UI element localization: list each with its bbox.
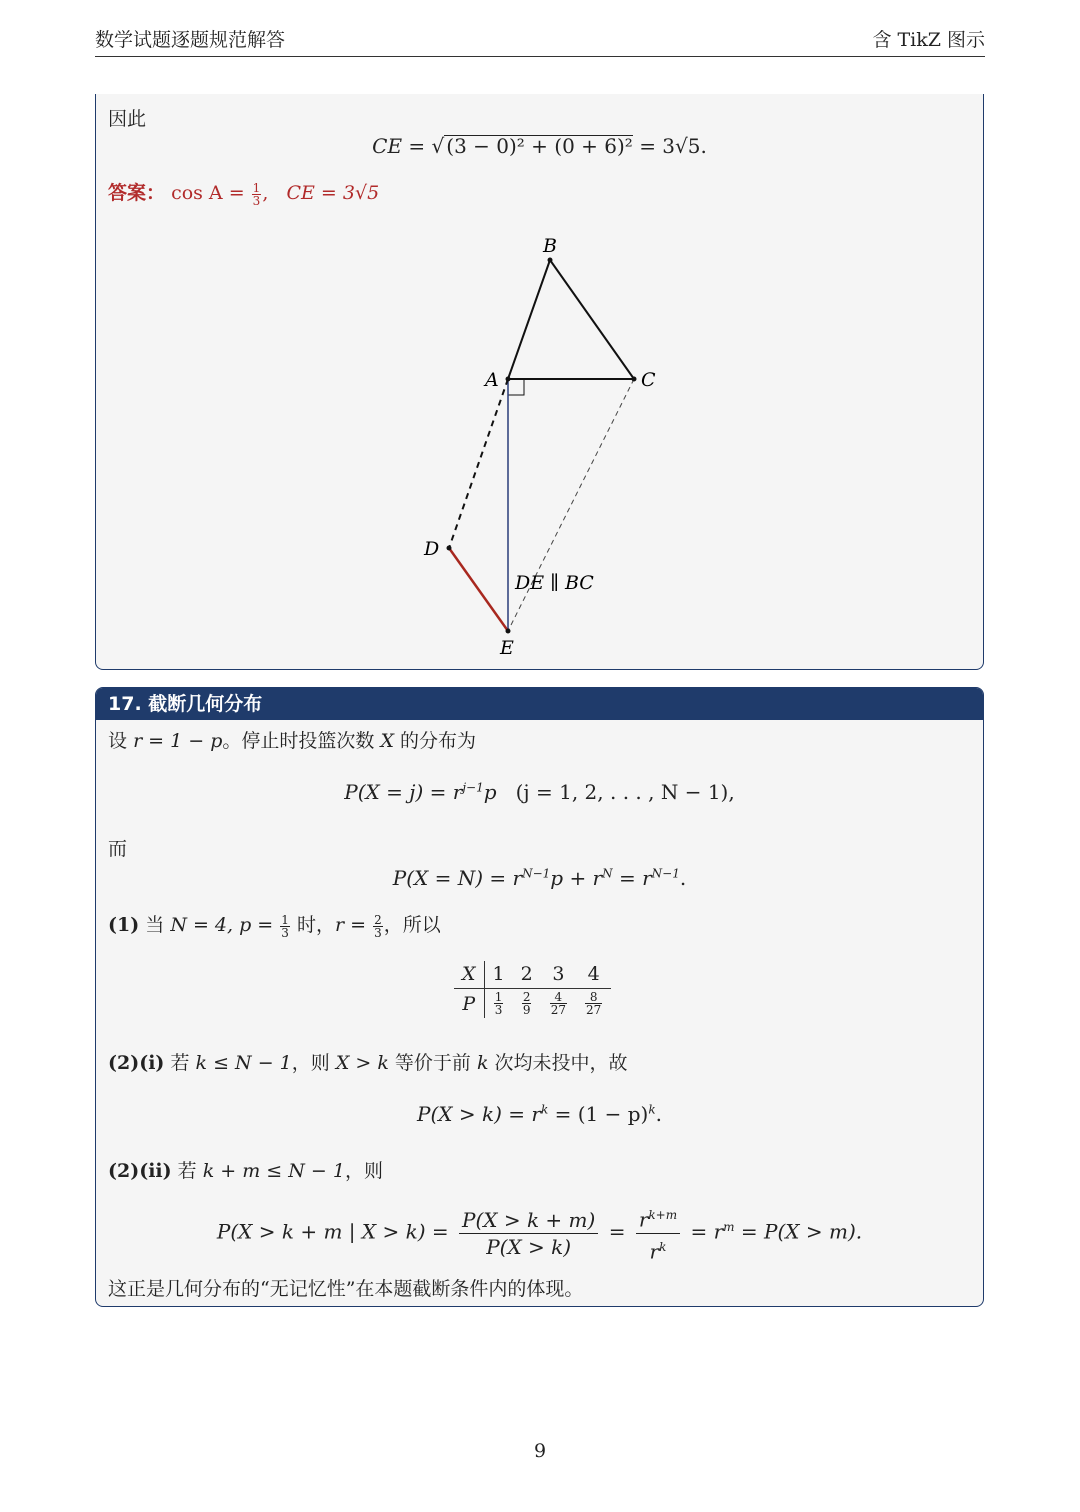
part-2i-line: (2)(i) 若 k ≤ N − 1，则 X > k 等价于前 k 次均未投中，故 bbox=[108, 1052, 628, 1074]
segment-de bbox=[449, 548, 508, 631]
table-row-p bbox=[454, 989, 611, 1019]
table-header-p: P bbox=[454, 989, 484, 1019]
header-left: 数学试题逐题规范解答 bbox=[95, 29, 286, 51]
label-c: C bbox=[641, 369, 656, 391]
problem-17-title: 17. 截断几何分布 bbox=[96, 688, 983, 720]
table-cell: 3 bbox=[541, 961, 576, 989]
answer-line: 答案： cos A = $\frac{1}{3}$ , CE = 3√5 bbox=[108, 180, 380, 208]
table-cell: $\frac{8}{27}$ bbox=[586, 990, 602, 1017]
page-number: 9 bbox=[533, 1440, 547, 1462]
segment-ad-dashed bbox=[449, 379, 508, 548]
table-row-x bbox=[454, 961, 611, 989]
label-de-parallel-bc: DE ∥ BC bbox=[515, 572, 594, 594]
solution-box-continued bbox=[95, 94, 984, 670]
table-cell: 4 bbox=[576, 961, 611, 989]
distribution-table bbox=[454, 961, 611, 1018]
label-b: B bbox=[543, 235, 557, 257]
intro-line: 设 r = 1 − p。停止时投篮次数 X 的分布为 bbox=[108, 730, 477, 752]
table-cell: 2 bbox=[513, 961, 541, 989]
segment-bc bbox=[550, 260, 634, 379]
table-cell: $\frac{2}{9}$ bbox=[522, 990, 531, 1017]
point-d bbox=[447, 546, 452, 551]
part-1-line: (1) 当 N = 4, p = $\frac{1}{3}$ 时，r = $\frac{2}{3}$ ，所以 bbox=[108, 912, 441, 940]
equation-pxn: $P(X = N) = r^{N-1}p + r^N = r^{N-1}$. bbox=[392, 866, 687, 890]
point-a bbox=[506, 377, 511, 382]
conclusion-text: 这正是几何分布的“无记忆性”在本题截断条件内的体现。 bbox=[108, 1278, 584, 1300]
point-c bbox=[632, 377, 637, 382]
ce-equation: CE = √ (3 − 0)² + (0 + 6)² = 3√5. bbox=[372, 134, 707, 158]
table-cell: 1 bbox=[484, 961, 513, 989]
table-cell: $\frac{4}{27}$ bbox=[550, 990, 566, 1017]
label-e: E bbox=[500, 637, 514, 659]
equation-pxk: $P(X > k) = r^k = (1 - p)^k$. bbox=[417, 1102, 662, 1126]
label-a: A bbox=[485, 369, 499, 391]
answer-label: 答案： bbox=[108, 182, 166, 204]
part-2ii-line: (2)(ii) 若 k + m ≤ N − 1，则 bbox=[108, 1160, 383, 1182]
segment-ab bbox=[508, 260, 550, 379]
right-angle-mark bbox=[508, 379, 524, 395]
problem-17-box bbox=[95, 687, 984, 1307]
equation-memoryless: P(X > k + m | X > k) = $\frac{P(X > k + m)}{P(X > k)}$ = $\frac{r^{k+m}}{r^k}$ = $r^m = P(X > m)$. bbox=[96, 1202, 983, 1264]
table-header-x: X bbox=[454, 961, 484, 989]
header-right: 含 TikZ 图示 bbox=[872, 29, 985, 51]
equation-pxj: $P(X = j) = r^{j-1}p$ (j = 1, 2, . . . , N − 1), bbox=[344, 780, 735, 804]
point-b bbox=[548, 258, 553, 263]
point-e bbox=[506, 629, 511, 634]
er-text: 而 bbox=[108, 838, 128, 860]
table-cell: $\frac{1}{3}$ bbox=[494, 990, 503, 1017]
label-d: D bbox=[424, 538, 440, 560]
triangle-figure bbox=[96, 94, 985, 670]
lead-text: 因此 bbox=[108, 108, 147, 130]
running-header bbox=[95, 22, 985, 57]
